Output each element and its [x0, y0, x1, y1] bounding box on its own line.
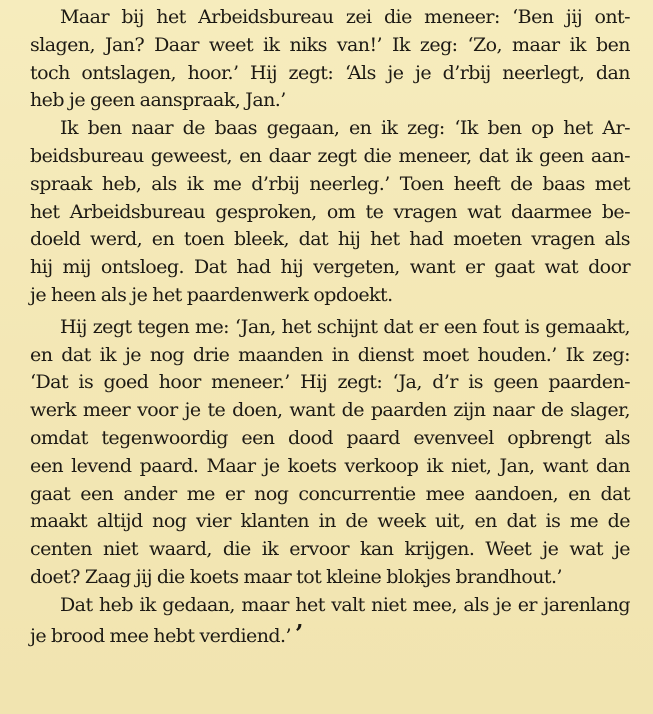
text-line: Dat heb ik gedaan, maar het valt niet mee, als je er jarenlang	[60, 593, 630, 616]
text-line: werk meer voor je te doen, want de paarden zijn naar de slager,	[30, 399, 630, 422]
paragraph-2	[30, 115, 630, 310]
paragraph-4	[30, 592, 630, 648]
paragraph-3	[30, 314, 630, 592]
text-line: doet? Zaag jij die koets maar tot kleine blokjes brandhout.’	[30, 565, 562, 588]
text-line: spraak heb, als ik me d’rbij neerleg.’ Toen heeft de baas met	[30, 172, 630, 195]
text-line: Ik ben naar de baas gegaan, en ik zeg: ‘Ik ben op het Ar-	[60, 117, 630, 140]
text-line: slagen, Jan? Daar weet ik niks van!’ Ik zeg: ‘Zo, maar ik ben	[30, 33, 630, 56]
text-line: een levend paard. Maar je koets verkoop ik niet, Jan, want dan	[30, 454, 630, 477]
text-line: maakt altijd nog vier klanten in de week uit, en dat is me de	[30, 510, 630, 533]
text-line: centen niet waard, die ik ervoor kan krijgen. Weet je wat je	[30, 538, 630, 561]
text-line: Hij zegt tegen me: ‘Jan, het schijnt dat er een fout is gemaakt,	[60, 315, 630, 338]
text-line: doeld werd, en toen bleek, dat hij het had moeten vragen als	[30, 228, 630, 251]
text-line: heb je geen aanspraak, Jan.’	[30, 89, 286, 112]
paragraph-1	[30, 4, 630, 115]
text-line: toch ontslagen, hoor.’ Hij zegt: ‘Als je je d’rbij neerlegt, dan	[30, 61, 630, 84]
text-line-final	[30, 620, 630, 648]
final-line-text: je brood mee hebt verdiend.’	[30, 624, 291, 647]
body-text	[30, 4, 630, 647]
text-line: beidsbureau geweest, en daar zegt die meneer, dat ik geen aan-	[30, 144, 630, 167]
closing-quote-mark: ’	[295, 618, 303, 648]
text-line: je heen als je het paardenwerk opdoekt.	[30, 283, 393, 306]
text-line: en dat ik je nog drie maanden in dienst moet houden.’ Ik zeg:	[30, 343, 630, 366]
text-line: ‘Dat is goed hoor meneer.’ Hij zegt: ‘Ja, d’r is geen paarden-	[30, 371, 630, 394]
text-line: het Arbeidsbureau gesproken, om te vragen wat daarmee be-	[30, 200, 630, 223]
text-line: hij mij ontsloeg. Dat had hij vergeten, want er gaat wat door	[30, 256, 630, 279]
text-line: gaat een ander me er nog concurrentie mee aandoen, en dat	[30, 482, 630, 505]
text-line: Maar bij het Arbeidsbureau zei die meneer: ‘Ben jij ont-	[60, 6, 630, 28]
text-line: omdat tegenwoordig een dood paard evenveel opbrengt als	[30, 426, 630, 449]
